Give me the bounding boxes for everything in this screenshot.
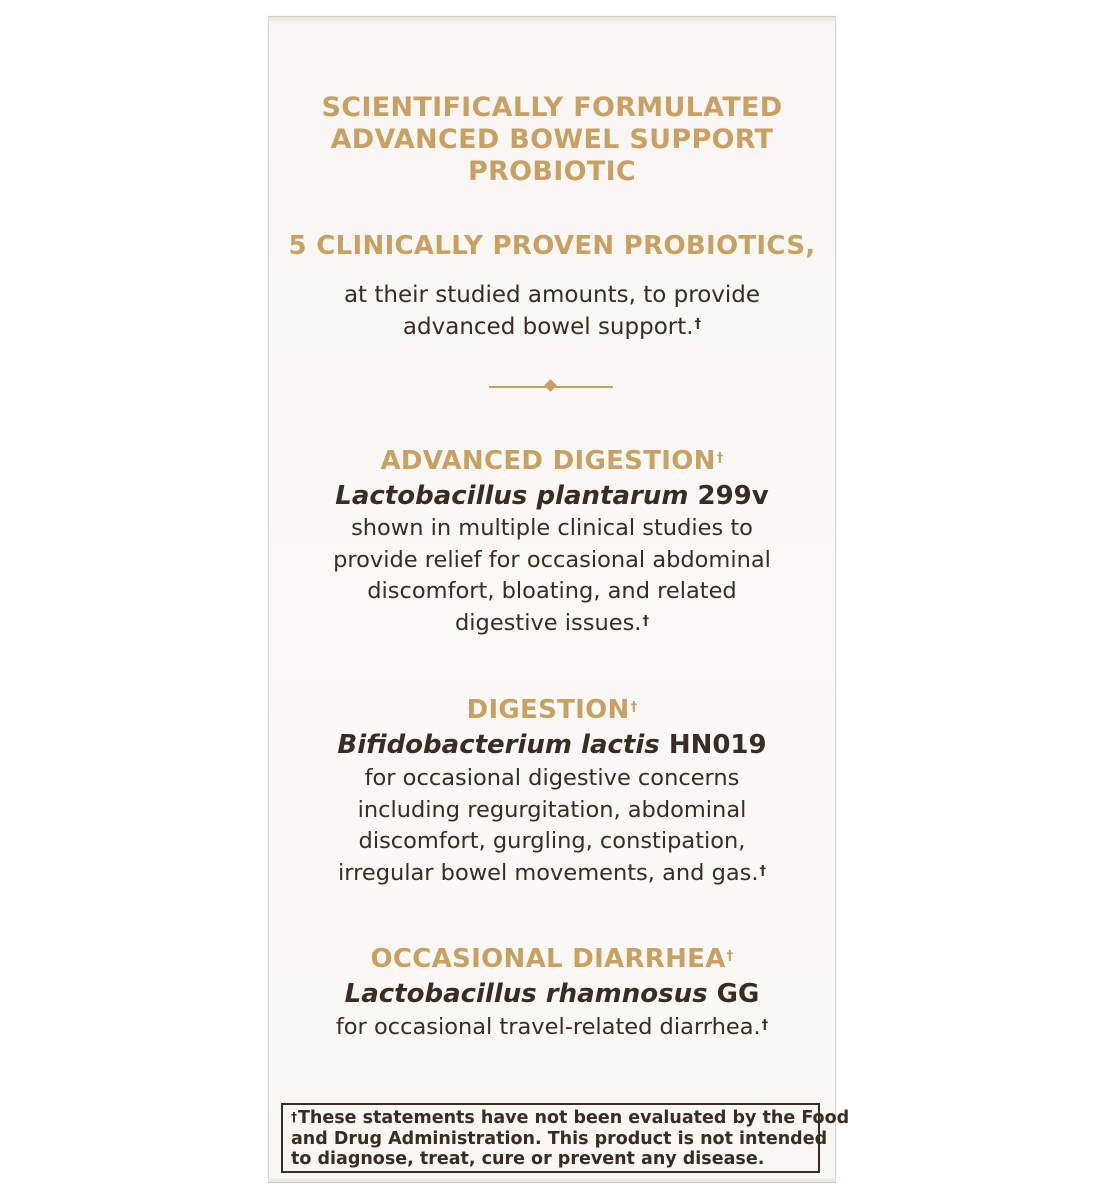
body-line: irregular bowel movements, and gas.†	[337, 859, 767, 886]
strain-name: Lactobacillus plantarum	[335, 481, 689, 511]
strain-code: 299v	[697, 481, 769, 511]
headline-line-1: SCIENTIFICALLY FORMULATED	[321, 92, 783, 123]
dagger-mark: †	[291, 1110, 297, 1124]
dagger-mark: †	[759, 863, 767, 879]
section-title-digestion: DIGESTION†	[466, 695, 638, 725]
body-line: digestive issues.†	[455, 609, 649, 636]
body-line: provide relief for occasional abdominal	[333, 546, 771, 573]
body-line: for occasional travel-related diarrhea.†	[335, 1014, 769, 1040]
section-title-occasional-diarrhea: OCCASIONAL DIARRHEA†	[370, 944, 734, 974]
strain-code: HN019	[668, 730, 767, 760]
strain-name: Bifidobacterium lactis	[337, 730, 660, 760]
dagger-mark: †	[630, 700, 638, 715]
section-body-digestion	[269, 763, 835, 889]
dagger-mark: †	[726, 949, 734, 964]
disclaimer-line-3: to diagnose, treat, cure or prevent any disease.	[291, 1149, 765, 1169]
headline	[269, 92, 835, 188]
clinical-body-line-2: advanced bowel support.†	[402, 314, 702, 340]
strain-lactis	[269, 728, 835, 762]
headline-line-3: PROBIOTIC	[467, 156, 637, 187]
dagger-mark: †	[694, 317, 702, 332]
dagger-mark: †	[716, 451, 724, 466]
clinical-body-line-1: at their studied amounts, to provide	[343, 282, 761, 308]
body-line: discomfort, bloating, and related	[367, 578, 737, 604]
headline-line-2: ADVANCED BOWEL SUPPORT	[330, 124, 774, 155]
divider-diamond-icon	[544, 379, 557, 392]
disclaimer-line-2: and Drug Administration. This product is not intended	[291, 1128, 828, 1149]
strain-rhamnosus	[269, 977, 835, 1011]
section-body-occasional-diarrhea	[269, 1012, 835, 1044]
clinical-body	[269, 279, 835, 343]
body-line: discomfort, gurgling, constipation,	[358, 828, 746, 854]
strain-plantarum	[269, 479, 835, 513]
clinical-title: 5 CLINICALLY PROVEN PROBIOTICS,	[288, 231, 816, 261]
fda-disclaimer-box	[281, 1103, 850, 1173]
strain-code: GG	[716, 979, 760, 1009]
section-title-advanced-digestion: ADVANCED DIGESTION†	[380, 446, 724, 476]
section-body-advanced-digestion	[269, 513, 835, 639]
body-line: for occasional digestive concerns	[364, 765, 740, 791]
body-line: including regurgitation, abdominal	[357, 796, 747, 823]
strain-name: Lactobacillus rhamnosus	[344, 979, 708, 1009]
body-line: shown in multiple clinical studies to	[351, 515, 753, 541]
dagger-mark: †	[642, 613, 649, 629]
dagger-mark: †	[761, 1018, 769, 1033]
product-panel	[268, 16, 850, 1183]
disclaimer-line-1: †These statements have not been evaluated by the Food	[291, 1108, 850, 1128]
